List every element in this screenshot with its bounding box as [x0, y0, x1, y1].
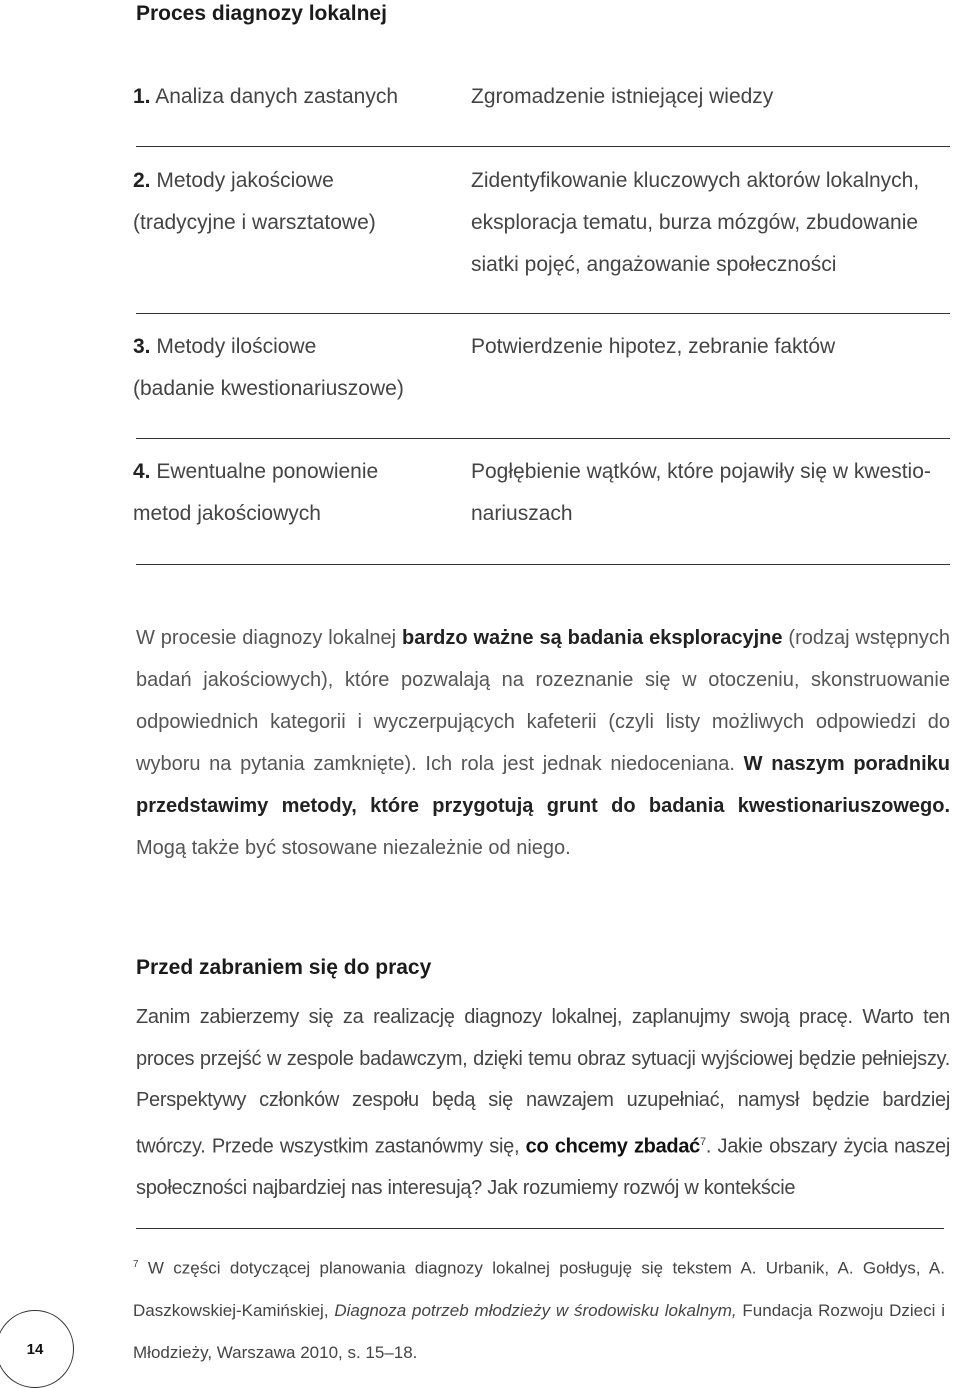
- row-3-method-line-2: (badanie kwestionariuszowe): [133, 377, 404, 400]
- row-2-method-line-1: Metody jakościowe: [156, 169, 334, 192]
- footnote-number: 7: [133, 1259, 139, 1270]
- row-divider-3: [136, 438, 950, 439]
- row-4-description: [471, 451, 953, 535]
- row-1-number: 1.: [133, 85, 151, 108]
- row-4-description-line-1: Pogłębienie wątków, które pojawiły się w kwestio-: [471, 460, 931, 483]
- section-title: Proces diagnozy lokalnej: [136, 2, 387, 25]
- p1-text-1: W procesie diagnozy lokalnej: [136, 627, 403, 649]
- row-3-method-line-1: Metody ilościowe: [156, 335, 317, 358]
- row-divider-4: [136, 564, 950, 565]
- footnote-text-2: Fundacja Rozwoju Dzieci i Młodzieży, Warszawa 2010, s. 15–18.: [133, 1300, 945, 1362]
- p2-text-2: . Jakie obszary życia naszej społeczności najbardziej nas interesują? Jak rozumiemy rozwój w kontekście: [136, 1135, 950, 1199]
- row-4-number: 4.: [133, 460, 151, 483]
- row-2-method-line-2: (tradycyjne i warsztatowe): [133, 211, 376, 234]
- row-3-method: [133, 326, 463, 410]
- row-3-description-line-1: Potwierdzenie hipotez, zebranie faktów: [471, 335, 836, 358]
- row-4-method-line-2: metod jakościowych: [133, 502, 321, 525]
- row-4-method: [133, 451, 463, 535]
- footnote-title: Diagnoza potrzeb młodzieży w środowisku lokalnym,: [334, 1300, 737, 1320]
- p1-text-2: (rodzaj wstępnych badań jakościowych), które pozwalają na rozeznanie się w otoczeniu, skonstruowanie odpowiednich kategorii i wyczerpujących kafeterii (czyli listy możliwych odpowiedzi do wyboru na pytania zamknięte). Ich rola jest jednak niedoceniana.: [136, 627, 950, 775]
- row-1-method-line-1: Analiza danych zastanych: [155, 85, 399, 108]
- footnote-reference[interactable]: 7: [699, 1135, 706, 1148]
- row-2-description-line-2: eksploracja tematu, burza mózgów, zbudowanie: [471, 211, 919, 234]
- row-3-number: 3.: [133, 335, 151, 358]
- row-3-description: [471, 326, 953, 368]
- p1-text-3: Mogą także być stosowane niezależnie od niego.: [136, 837, 571, 859]
- p2-text-1: Zanim zabierzemy się za realizację diagnozy lokalnej, zaplanujmy swoją pracę. Warto ten proces przejść w zespole badawczym, dzięki temu obraz sytuacji wyjściowej będzie pełniejszy. Perspektywy członków zespołu będą się nawzajem uzupełniać, namysł będzie bardziej twórczy. Przede wszystkim zastanówmy się,: [136, 1006, 950, 1158]
- subsection-heading: Przed zabraniem się do pracy: [136, 956, 432, 979]
- p2-bold-1: co chcemy zbadać: [525, 1135, 700, 1158]
- row-4-description-line-2: nariuszach: [471, 502, 573, 525]
- row-2-description: [471, 160, 953, 286]
- row-2-description-line-3: siatki pojęć, angażowanie społeczności: [471, 253, 837, 276]
- row-4-method-line-1: Ewentualne ponowienie: [156, 460, 379, 483]
- row-2-description-line-1: Zidentyfikowanie kluczowych aktorów lokalnych,: [471, 169, 920, 192]
- intro-paragraph: [136, 617, 950, 869]
- row-divider-2: [136, 313, 950, 314]
- row-1-description-line-1: Zgromadzenie istniejącej wiedzy: [471, 85, 774, 108]
- p1-bold-1: bardzo ważne są badania eksploracyjne: [402, 627, 783, 649]
- row-1-description: [471, 76, 953, 118]
- row-1-method: [133, 76, 463, 118]
- footnote: [133, 1244, 945, 1374]
- page-number: [0, 1310, 74, 1388]
- page-number-label: 14: [26, 1340, 44, 1358]
- footnote-divider: [136, 1228, 944, 1229]
- row-divider-1: [136, 146, 950, 147]
- footnote-text-1: W części dotyczącej planowania diagnozy lokalnej posługuję się tekstem A. Urbanik, A. Gołdys, A. Daszkowskiej-Kamińskiej,: [133, 1258, 945, 1320]
- p1-bold-2: W naszym poradniku przedstawimy metody, które przygotują grunt do badania kwestionariuszowego.: [136, 753, 951, 817]
- row-2-method: [133, 160, 463, 244]
- row-2-number: 2.: [133, 169, 151, 192]
- planning-paragraph: [136, 997, 950, 1209]
